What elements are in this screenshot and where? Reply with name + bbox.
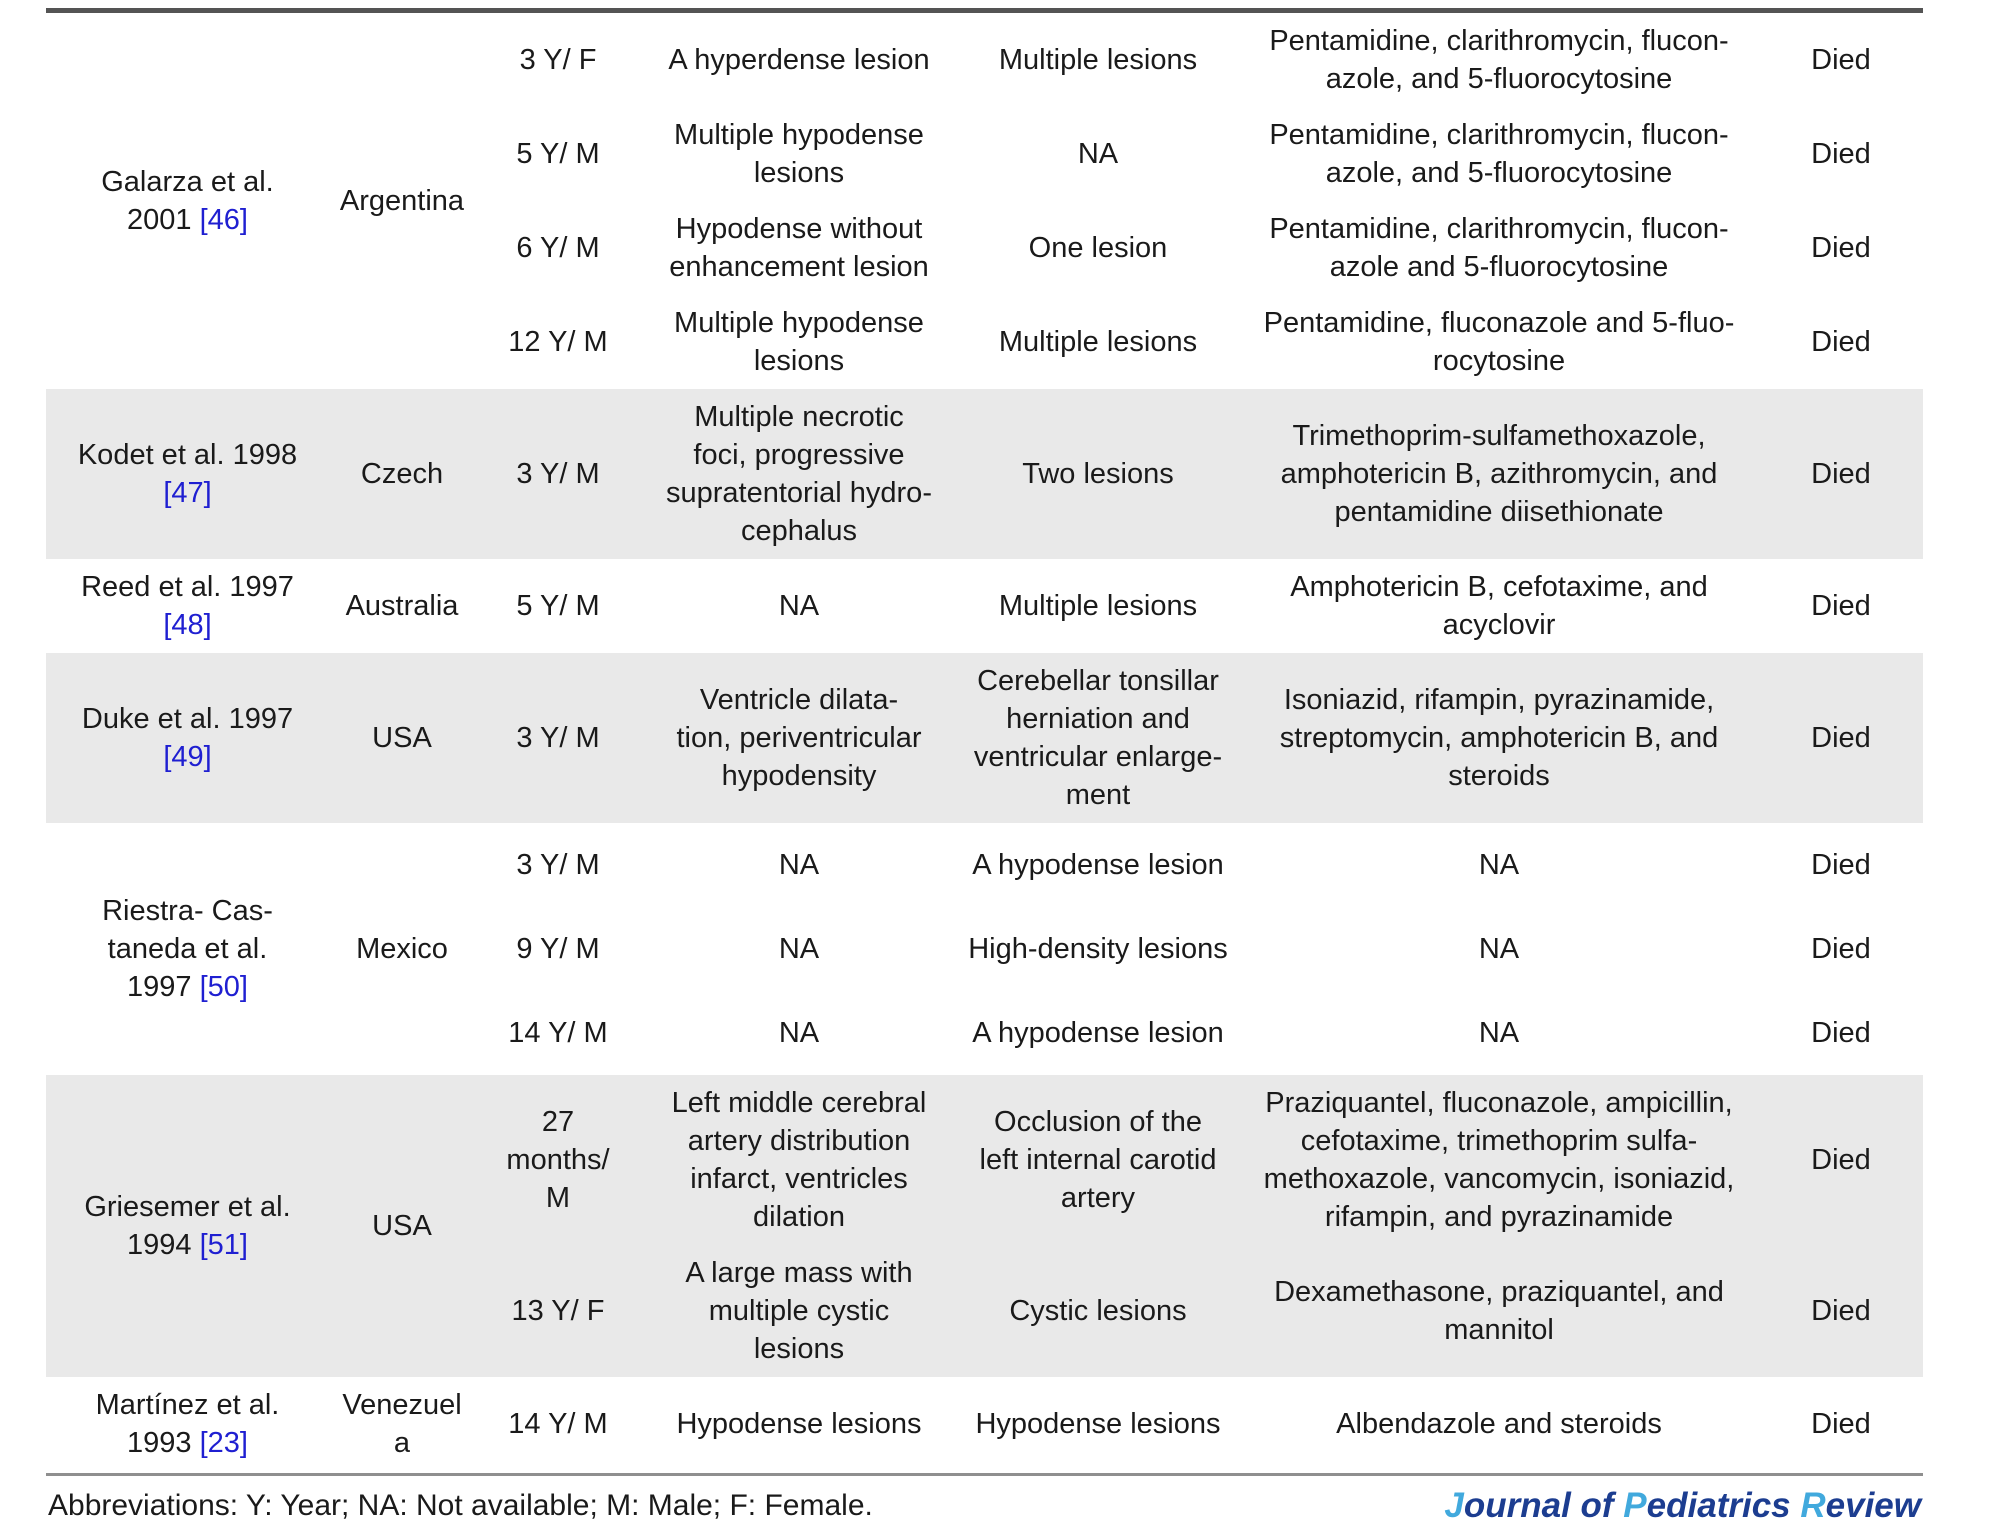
imaging-cell: Left middle cerebral artery distribution infarct, ventricles dilation bbox=[641, 1075, 957, 1245]
outcome-cell: Died bbox=[1811, 590, 1871, 622]
study-cell: Duke et al. 1997 [49] bbox=[46, 653, 329, 823]
lesions-cell: NA bbox=[1077, 138, 1119, 170]
treatment-cell: Trimethoprim-sulfamethoxazole, amphotericin B, azithromycin, and pentamidine diisethionate bbox=[1239, 389, 1759, 559]
table-row bbox=[46, 823, 1923, 907]
citation-ref[interactable]: [23] bbox=[199, 1427, 248, 1459]
imaging-cell: Hypodense lesions bbox=[676, 1408, 922, 1440]
outcome-cell: Died bbox=[1811, 933, 1871, 965]
lesions-cell: Cerebellar tonsillar herniation and ventricular enlarge- ment bbox=[957, 653, 1239, 823]
imaging-cell: Hypodense without enhancement lesion bbox=[669, 213, 929, 283]
outcome-cell: Died bbox=[1811, 1017, 1871, 1049]
outcome-cell: Died bbox=[1759, 653, 1923, 823]
outcome-cell: Died bbox=[1811, 44, 1871, 76]
study-cell: Kodet et al. 1998 [47] bbox=[46, 389, 329, 559]
age-sex-cell: 27 months/ M bbox=[475, 1075, 641, 1245]
citation-ref[interactable]: [51] bbox=[199, 1229, 248, 1261]
lesions-cell: A hypodense lesion bbox=[972, 849, 1224, 881]
country-cell: Australia bbox=[345, 590, 459, 622]
age-sex-cell: 3 Y/ M bbox=[516, 849, 600, 881]
age-sex-cell: 14 Y/ M bbox=[508, 1017, 608, 1049]
lesions-cell: A hypodense lesion bbox=[972, 1017, 1224, 1049]
treatment-cell: Isoniazid, rifampin, pyrazinamide, streptomycin, amphotericin B, and steroids bbox=[1239, 653, 1759, 823]
outcome-cell: Died bbox=[1811, 326, 1871, 358]
age-sex-cell: 9 Y/ M bbox=[516, 933, 600, 965]
country-cell: Argentina bbox=[339, 185, 465, 217]
lesions-cell: Occlusion of the left internal carotid artery bbox=[957, 1075, 1239, 1245]
imaging-cell: Multiple necrotic foci, progressive supratentorial hydro- cephalus bbox=[641, 389, 957, 559]
lesions-cell: Multiple lesions bbox=[998, 326, 1198, 358]
lesions-cell: Cystic lesions bbox=[957, 1245, 1239, 1377]
age-sex-cell: 3 Y/ M bbox=[475, 653, 641, 823]
imaging-cell: A large mass with multiple cystic lesions bbox=[641, 1245, 957, 1377]
table-row bbox=[46, 653, 1923, 823]
cases-table-body bbox=[46, 11, 1923, 1472]
citation-ref[interactable]: [47] bbox=[163, 477, 212, 509]
study-cell: Riestra- Cas- taneda et al. 1997 [50] bbox=[102, 895, 273, 1003]
lesions-cell: One lesion bbox=[1028, 232, 1168, 264]
imaging-cell: Ventricle dilata- tion, periventricular hypodensity bbox=[641, 653, 957, 823]
age-sex-cell: 5 Y/ M bbox=[516, 590, 600, 622]
lesions-cell: Multiple lesions bbox=[998, 590, 1198, 622]
table-row bbox=[46, 1075, 1923, 1245]
study-cell: Reed et al. 1997 [48] bbox=[81, 571, 294, 641]
age-sex-cell: 5 Y/ M bbox=[516, 138, 600, 170]
citation-ref[interactable]: [46] bbox=[199, 204, 248, 236]
treatment-cell: NA bbox=[1478, 849, 1520, 881]
country-cell: Venezuela bbox=[342, 1389, 462, 1459]
imaging-cell: NA bbox=[778, 1017, 820, 1049]
imaging-cell: Multiple hypodense lesions bbox=[674, 119, 924, 189]
age-sex-cell: 3 Y/ M bbox=[475, 389, 641, 559]
outcome-cell: Died bbox=[1811, 138, 1871, 170]
country-cell: USA bbox=[329, 653, 475, 823]
outcome-cell: Died bbox=[1811, 232, 1871, 264]
outcome-cell: Died bbox=[1759, 1245, 1923, 1377]
table-row bbox=[46, 389, 1923, 559]
treatment-cell: Pentamidine, fluconazole and 5-fluo- rocytosine bbox=[1263, 307, 1735, 377]
imaging-cell: NA bbox=[778, 590, 820, 622]
age-sex-cell: 6 Y/ M bbox=[516, 232, 600, 264]
treatment-cell: Amphotericin B, cefotaxime, and acyclovir bbox=[1290, 571, 1708, 641]
study-cell: Galarza et al. 2001 [46] bbox=[101, 166, 274, 236]
journal-logo-initial: R bbox=[1800, 1486, 1826, 1525]
outcome-cell: Died bbox=[1759, 389, 1923, 559]
journal-logo-word: Pediatrics bbox=[1623, 1486, 1801, 1525]
treatment-cell: Pentamidine, clarithromycin, flucon- azole, and 5-fluorocytosine bbox=[1269, 25, 1729, 95]
treatment-cell: Albendazole and steroids bbox=[1336, 1408, 1662, 1440]
imaging-cell: A hyperdense lesion bbox=[668, 44, 930, 76]
age-sex-cell: 12 Y/ M bbox=[508, 326, 608, 358]
lesions-cell: Multiple lesions bbox=[998, 44, 1198, 76]
lesions-cell: Two lesions bbox=[957, 389, 1239, 559]
table-row bbox=[46, 559, 1923, 653]
citation-ref[interactable]: [49] bbox=[163, 741, 212, 773]
citation-ref[interactable]: [48] bbox=[163, 609, 212, 641]
table-row bbox=[46, 1377, 1923, 1471]
imaging-cell: NA bbox=[778, 933, 820, 965]
treatment-cell: Praziquantel, fluconazole, ampicillin, cefotaxime, trimethoprim sulfa- methoxazole, vancomycin, isoniazid, rifampin, and pyrazinamide bbox=[1239, 1075, 1759, 1245]
age-sex-cell: 14 Y/ M bbox=[508, 1408, 608, 1440]
country-cell: Mexico bbox=[356, 933, 448, 965]
journal-logo-initial: P bbox=[1623, 1486, 1647, 1525]
lesions-cell: Hypodense lesions bbox=[975, 1408, 1221, 1440]
imaging-cell: NA bbox=[778, 849, 820, 881]
country-cell: Czech bbox=[329, 389, 475, 559]
citation-ref[interactable]: [50] bbox=[199, 971, 248, 1003]
study-cell: Griesemer et al. 1994 [51] bbox=[46, 1075, 329, 1377]
treatment-cell: Pentamidine, clarithromycin, flucon- azole and 5-fluorocytosine bbox=[1269, 213, 1729, 283]
outcome-cell: Died bbox=[1759, 1075, 1923, 1245]
journal-logo-word: Review bbox=[1800, 1486, 1921, 1525]
treatment-cell: NA bbox=[1478, 1017, 1520, 1049]
cases-table bbox=[46, 8, 1923, 1471]
journal-logo bbox=[1444, 1486, 1921, 1526]
treatment-cell: NA bbox=[1478, 933, 1520, 965]
study-cell: Martínez et al. 1993 [23] bbox=[95, 1389, 280, 1459]
treatment-cell: Dexamethasone, praziquantel, and mannitol bbox=[1239, 1245, 1759, 1377]
age-sex-cell: 13 Y/ F bbox=[475, 1245, 641, 1377]
journal-logo-word: Journal of bbox=[1444, 1486, 1624, 1525]
lesions-cell: High-density lesions bbox=[968, 933, 1228, 965]
outcome-cell: Died bbox=[1811, 849, 1871, 881]
table-row bbox=[46, 11, 1923, 108]
imaging-cell: Multiple hypodense lesions bbox=[674, 307, 924, 377]
treatment-cell: Pentamidine, clarithromycin, flucon- azole, and 5-fluorocytosine bbox=[1269, 119, 1729, 189]
country-cell: USA bbox=[329, 1075, 475, 1377]
journal-logo-initial: J bbox=[1444, 1486, 1464, 1525]
table-footer bbox=[46, 1473, 1923, 1526]
abbreviations-note: Abbreviations: Y: Year; NA: Not available; M: Male; F: Female. bbox=[48, 1489, 873, 1522]
outcome-cell: Died bbox=[1811, 1408, 1871, 1440]
age-sex-cell: 3 Y/ F bbox=[519, 44, 597, 76]
